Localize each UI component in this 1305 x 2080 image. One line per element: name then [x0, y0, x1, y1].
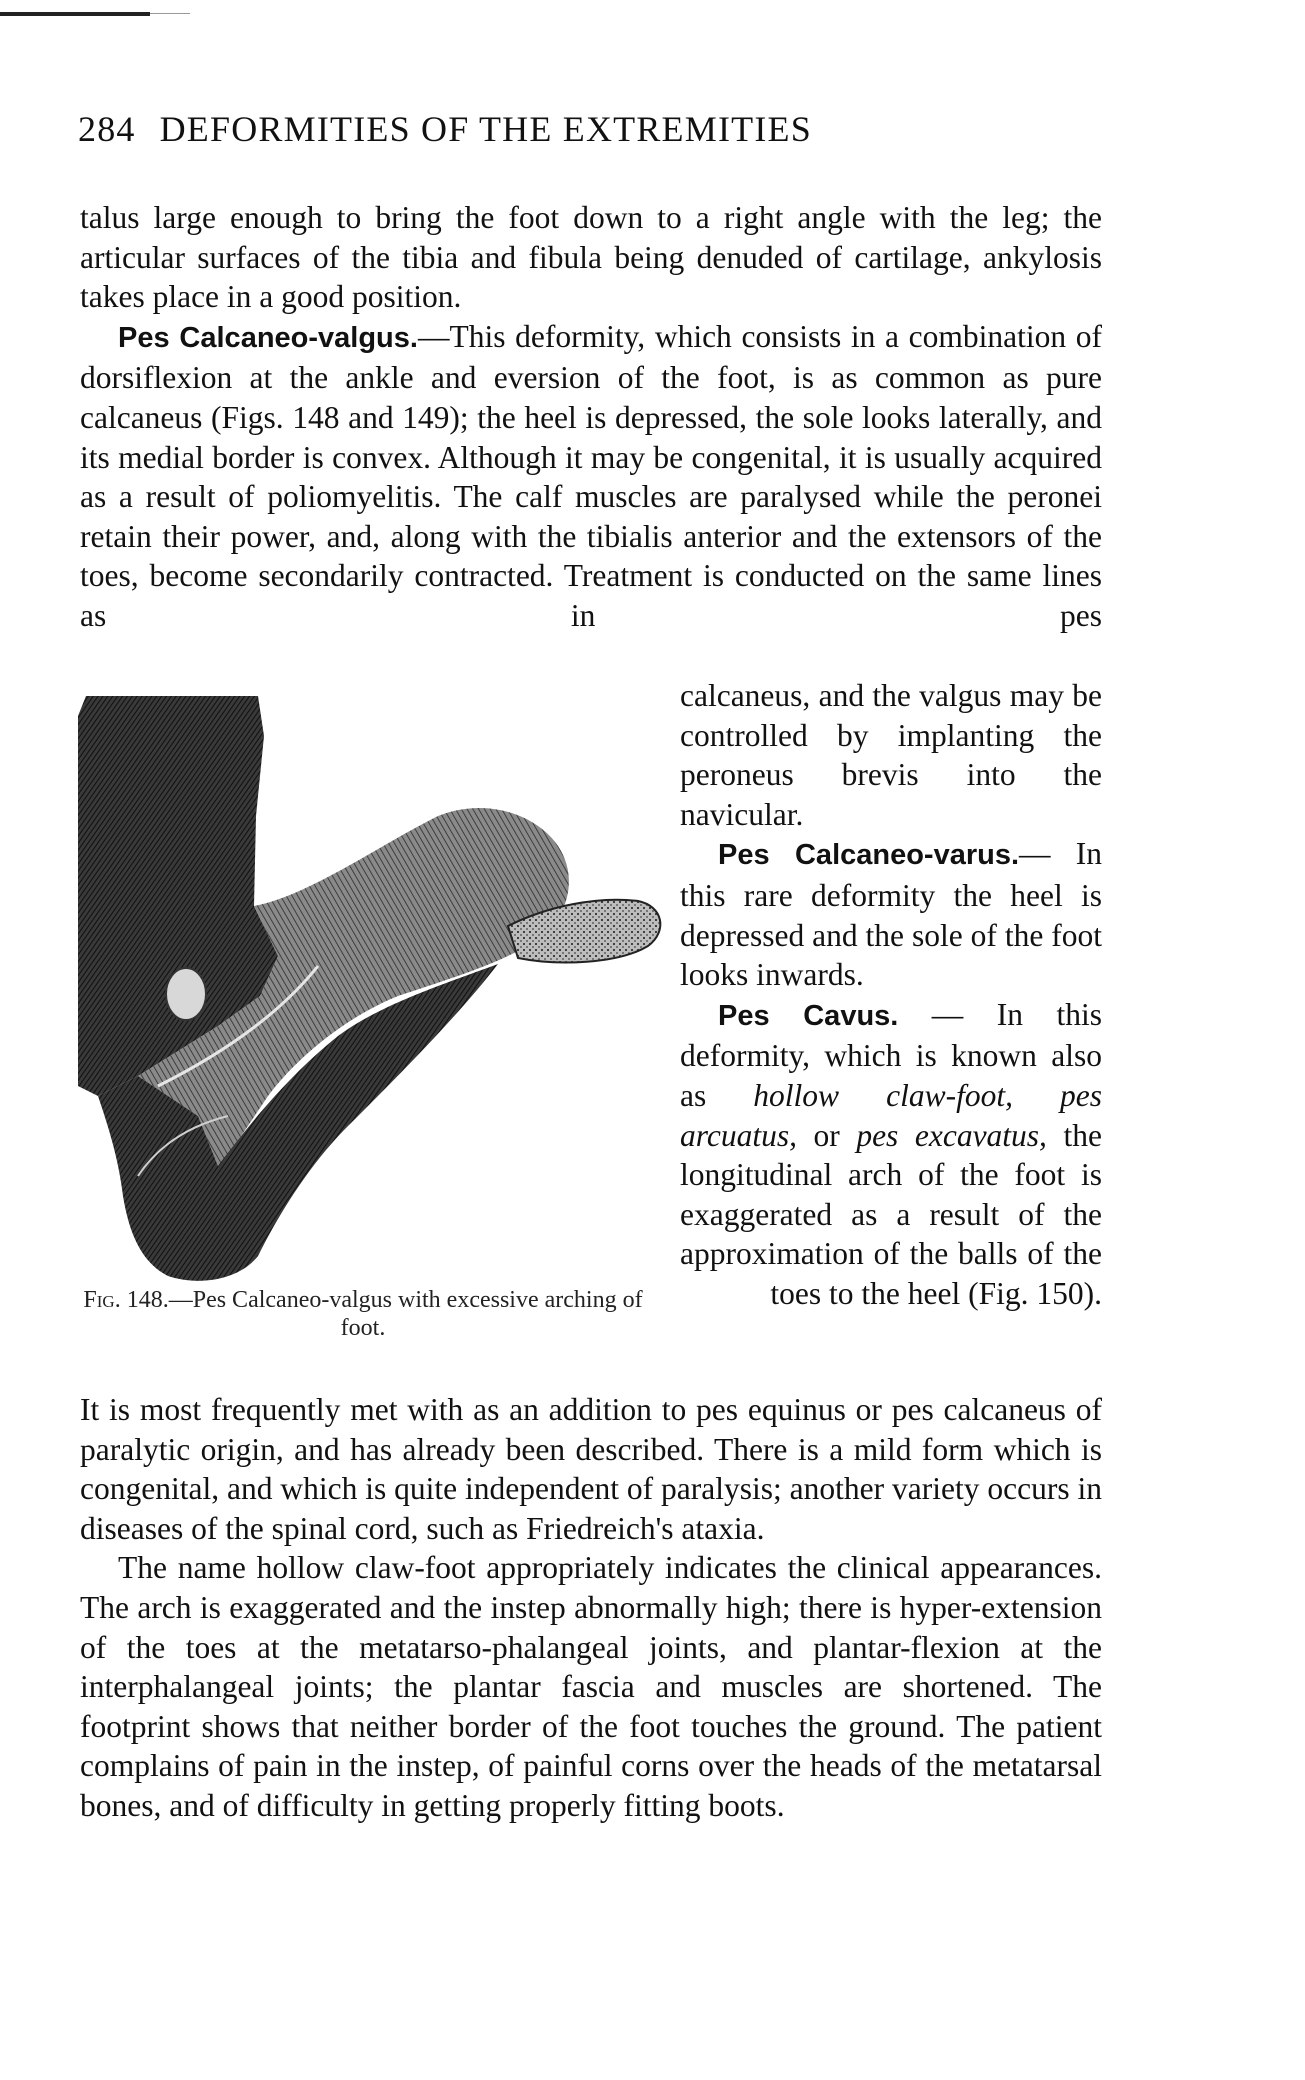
- calcaneo-valgus-text: —This deformity, which consists in a combination of dorsiflexion at the ankle and eversion of the foot, is as common as pure calcaneus (Figs. 148 and 149); the heel is depressed, the sole looks laterally, and its medial border is convex. Although it may be congenital, it is usually acquired as a result of poliomyelitis. The calf muscles are paralysed while the peronei retain their power, and, along with the tibialis anterior and the extensors of the toes, become secondarily contracted. Treatment is conducted on the same lines as in pes: [80, 318, 1103, 633]
- running-title: DEFORMITIES OF THE EXTREMITIES: [159, 109, 812, 149]
- cavus-term-2: pes excavatus,: [856, 1117, 1047, 1153]
- foot-engraving: [78, 696, 666, 1286]
- text-block-top: [80, 198, 1102, 636]
- top-rule: [0, 12, 150, 16]
- top-rule-faint: [150, 13, 190, 14]
- figure-148-illustration: [78, 696, 666, 1286]
- figure-caption-text: —Pes Calcaneo-valgus with excessive arching of foot.: [168, 1287, 643, 1341]
- cavus-text-3: the longitudinal arch of the foot is exaggerated as a result of the approximation of the balls of the toes to the heel (Fig. 150).: [680, 1117, 1102, 1311]
- calcaneo-varus-text: — In this rare deformity the heel is depressed and the sole of the foot looks inwards.: [680, 836, 1102, 993]
- figure-label: Fig. 148.: [83, 1287, 169, 1313]
- cavus-text-1: — In this deformity, which is known also as: [680, 996, 1102, 1113]
- cavus-term-1: hollow claw-foot, pes arcuatus,: [680, 1077, 1102, 1153]
- heading-calcaneo-varus: Pes Calcaneo-varus.: [718, 839, 1020, 872]
- cavus-text-2: or: [796, 1117, 857, 1153]
- heading-cavus: Pes Cavus.: [718, 999, 899, 1032]
- ankle-highlight: [166, 968, 206, 1020]
- paragraph-clinical: The name hollow claw-foot appropriately indicates the clinical appearances. The arch is exaggerated and the instep abnormally high; there is hyper-extension of the toes at the metatarso-phalangeal joints, and plantar-flexion at the interphalangeal joints; the plantar fascia and muscles are shortened. The footprint shows that neither border of the foot touches the ground. The patient complains of pain in the instep, of painful corns over the heads of the metatarsal bones, and of difficulty in getting properly fitting boots.: [80, 1550, 1102, 1823]
- figure-caption: [78, 1286, 648, 1342]
- running-header: [78, 108, 812, 150]
- paragraph-calcaneo-varus: [680, 834, 1102, 994]
- cavus-continuation: It is most frequently met with as an addition to pes equinus or pes calcaneus of paralytic origin, and has already been described. There is a mild form which is congenital, and which is quite independent of paralysis; another variety occurs in diseases of the spinal cord, such as Friedreich's ataxia.: [80, 1392, 1102, 1546]
- paragraph-cavus: [680, 995, 1102, 1314]
- paragraph-talus: talus large enough to bring the foot down to a right angle with the leg; the articular surfaces of the tibia and fibula being denuded of cartilage, ankylosis takes place in a good position.: [80, 200, 1102, 315]
- paragraph-calcaneo-valgus: [80, 317, 1102, 636]
- page-number: 284: [78, 109, 136, 149]
- heading-calcaneo-valgus: Pes Calcaneo-valgus.: [118, 321, 418, 354]
- text-block-bottom: [80, 1390, 1102, 1826]
- calcaneo-valgus-continuation: calcaneus, and the valgus may be controlled by implanting the peroneus brevis into the navicular.: [680, 678, 1102, 832]
- text-column-right: [680, 676, 1102, 1314]
